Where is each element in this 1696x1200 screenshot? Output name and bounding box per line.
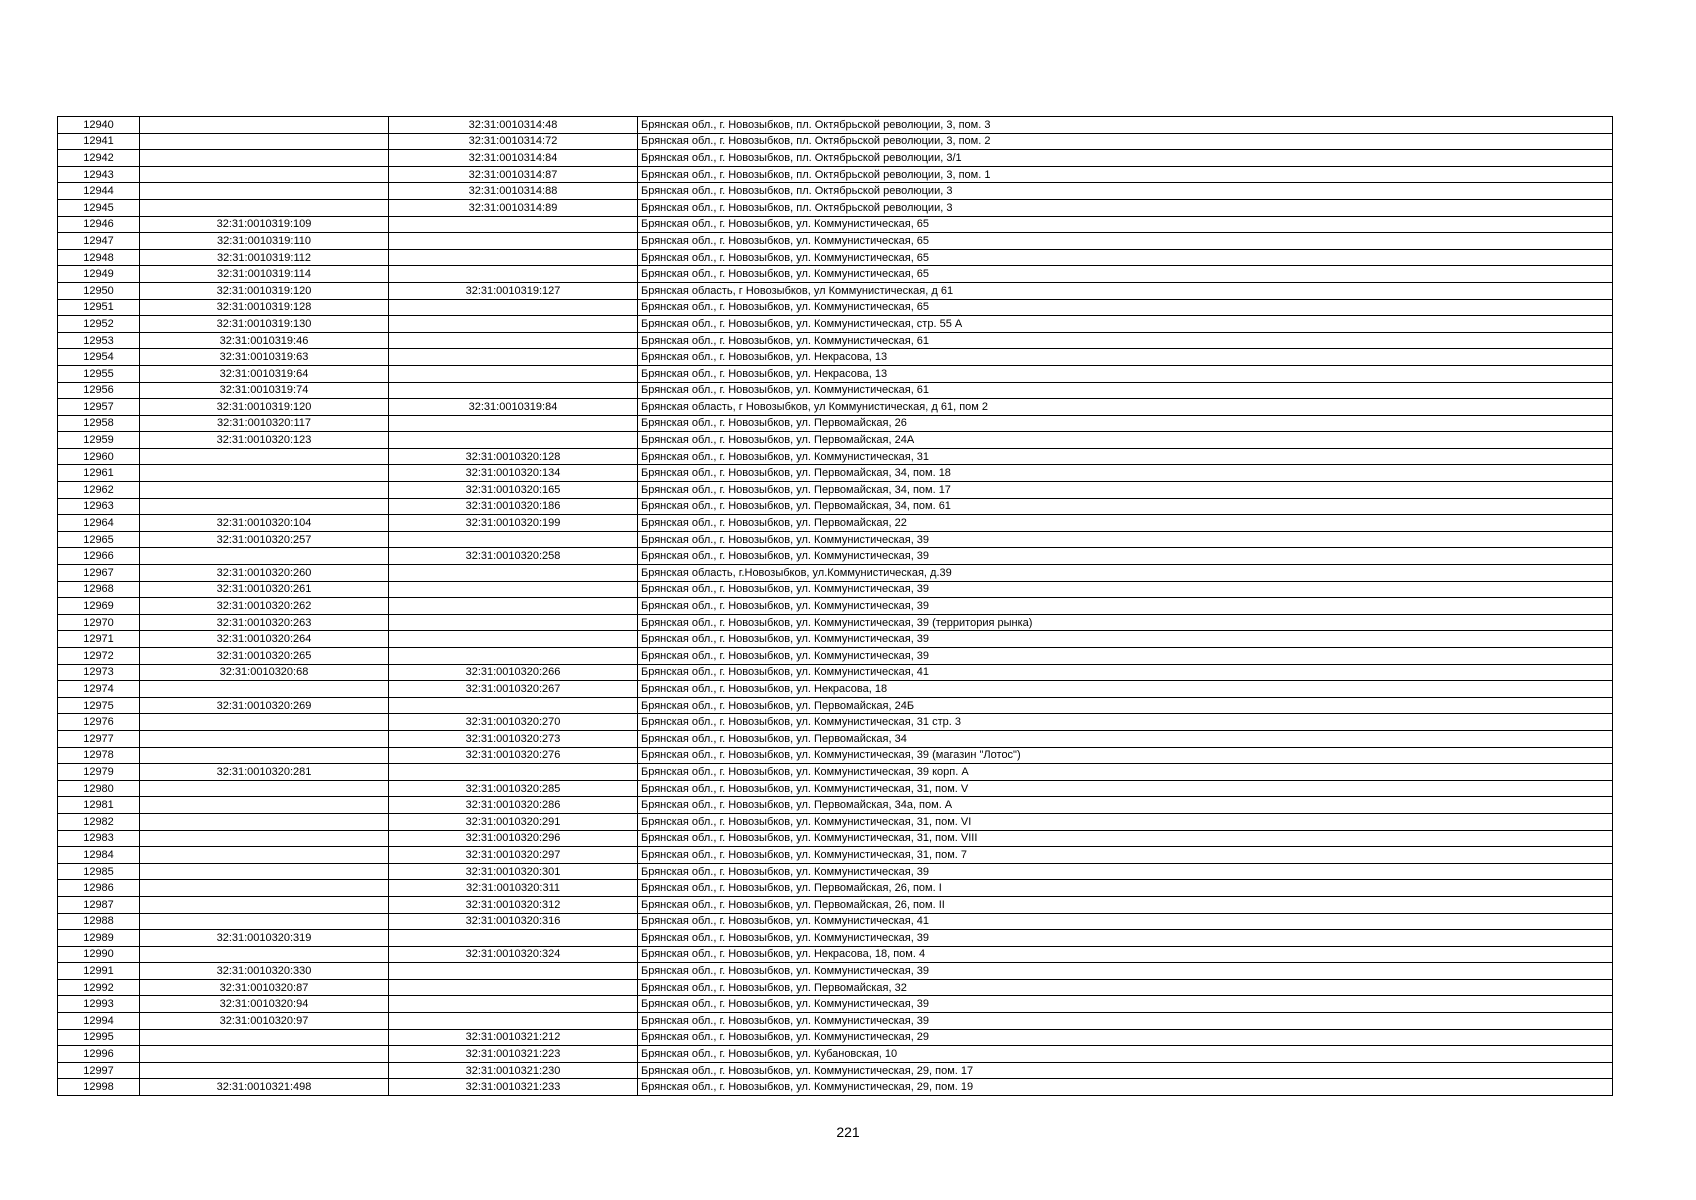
table-row <box>58 399 1613 416</box>
table-row <box>58 299 1613 316</box>
object-cadastral-number-cell: 32:31:0010314:87 <box>389 166 638 183</box>
address-cell: Брянская обл., г. Новозыбков, ул. Первомайская, 34 <box>638 730 1613 747</box>
table-row <box>58 664 1613 681</box>
object-cadastral-number-cell <box>389 432 638 449</box>
row-number-cell: 12950 <box>58 282 140 299</box>
table-row <box>58 598 1613 615</box>
table-row <box>58 747 1613 764</box>
object-cadastral-number-cell <box>389 332 638 349</box>
table-row <box>58 365 1613 382</box>
object-cadastral-number-cell <box>389 996 638 1013</box>
table-row <box>58 797 1613 814</box>
row-number-cell: 12959 <box>58 432 140 449</box>
cadastral-number-cell <box>140 780 389 797</box>
row-number-cell: 12941 <box>58 133 140 150</box>
cadastral-number-cell <box>140 913 389 930</box>
row-number-cell: 12991 <box>58 963 140 980</box>
cadastral-number-cell <box>140 946 389 963</box>
table-row <box>58 648 1613 665</box>
row-number-cell: 12981 <box>58 797 140 814</box>
address-cell: Брянская обл., г. Новозыбков, ул. Коммунистическая, 65 <box>638 233 1613 250</box>
object-cadastral-number-cell <box>389 631 638 648</box>
object-cadastral-number-cell: 32:31:0010320:128 <box>389 448 638 465</box>
cadastral-number-cell: 32:31:0010320:123 <box>140 432 389 449</box>
cadastral-number-cell: 32:31:0010320:281 <box>140 764 389 781</box>
row-number-cell: 12970 <box>58 614 140 631</box>
object-cadastral-number-cell: 32:31:0010320:134 <box>389 465 638 482</box>
address-cell: Брянская обл., г. Новозыбков, пл. Октябрьской революции, 3 <box>638 199 1613 216</box>
cadastral-number-cell: 32:31:0010320:319 <box>140 930 389 947</box>
table-row <box>58 282 1613 299</box>
address-cell: Брянская обл., г. Новозыбков, ул. Коммунистическая, стр. 55 А <box>638 316 1613 333</box>
table-row <box>58 498 1613 515</box>
object-cadastral-number-cell: 32:31:0010314:48 <box>389 117 638 134</box>
address-cell: Брянская обл., г. Новозыбков, ул. Коммунистическая, 65 <box>638 216 1613 233</box>
address-cell: Брянская обл., г. Новозыбков, ул. Коммунистическая, 39 <box>638 963 1613 980</box>
row-number-cell: 12968 <box>58 581 140 598</box>
row-number-cell: 12952 <box>58 316 140 333</box>
object-cadastral-number-cell <box>389 349 638 366</box>
row-number-cell: 12979 <box>58 764 140 781</box>
address-cell: Брянская обл., г. Новозыбков, ул. Первомайская, 34, пом. 17 <box>638 482 1613 499</box>
registry-table-body <box>58 117 1613 1096</box>
cadastral-number-cell <box>140 548 389 565</box>
table-row <box>58 382 1613 399</box>
object-cadastral-number-cell <box>389 249 638 266</box>
cadastral-number-cell: 32:31:0010320:269 <box>140 697 389 714</box>
row-number-cell: 12947 <box>58 233 140 250</box>
table-row <box>58 216 1613 233</box>
row-number-cell: 12948 <box>58 249 140 266</box>
address-cell: Брянская обл., г. Новозыбков, ул. Некрасова, 13 <box>638 365 1613 382</box>
row-number-cell: 12997 <box>58 1062 140 1079</box>
address-cell: Брянская обл., г. Новозыбков, ул. Коммунистическая, 39 <box>638 996 1613 1013</box>
object-cadastral-number-cell <box>389 216 638 233</box>
table-row <box>58 913 1613 930</box>
object-cadastral-number-cell: 32:31:0010320:270 <box>389 714 638 731</box>
row-number-cell: 12973 <box>58 664 140 681</box>
address-cell: Брянская область, г Новозыбков, ул Коммунистическая, д 61 <box>638 282 1613 299</box>
table-row <box>58 482 1613 499</box>
table-row <box>58 266 1613 283</box>
address-cell: Брянская обл., г. Новозыбков, ул. Первомайская, 26, пом. II <box>638 896 1613 913</box>
table-row <box>58 896 1613 913</box>
table-row <box>58 233 1613 250</box>
cadastral-number-cell <box>140 498 389 515</box>
table-row <box>58 979 1613 996</box>
address-cell: Брянская обл., г. Новозыбков, пл. Октябрьской революции, 3, пом. 3 <box>638 117 1613 134</box>
table-row <box>58 614 1613 631</box>
cadastral-number-cell: 32:31:0010320:87 <box>140 979 389 996</box>
cadastral-number-cell: 32:31:0010320:265 <box>140 648 389 665</box>
object-cadastral-number-cell: 32:31:0010320:286 <box>389 797 638 814</box>
object-cadastral-number-cell: 32:31:0010320:165 <box>389 482 638 499</box>
address-cell: Брянская обл., г. Новозыбков, ул. Коммунистическая, 65 <box>638 249 1613 266</box>
row-number-cell: 12986 <box>58 880 140 897</box>
object-cadastral-number-cell: 32:31:0010320:297 <box>389 847 638 864</box>
cadastral-number-cell <box>140 1046 389 1063</box>
address-cell: Брянская обл., г. Новозыбков, ул. Коммунистическая, 41 <box>638 913 1613 930</box>
row-number-cell: 12974 <box>58 681 140 698</box>
object-cadastral-number-cell <box>389 963 638 980</box>
cadastral-number-cell <box>140 813 389 830</box>
address-cell: Брянская обл., г. Новозыбков, ул. Некрасова, 13 <box>638 349 1613 366</box>
address-cell: Брянская обл., г. Новозыбков, ул. Коммунистическая, 39 (магазин "Лотос") <box>638 747 1613 764</box>
row-number-cell: 12978 <box>58 747 140 764</box>
row-number-cell: 12995 <box>58 1029 140 1046</box>
cadastral-number-cell <box>140 896 389 913</box>
object-cadastral-number-cell <box>389 382 638 399</box>
row-number-cell: 12954 <box>58 349 140 366</box>
address-cell: Брянская обл., г. Новозыбков, ул. Кубановская, 10 <box>638 1046 1613 1063</box>
row-number-cell: 12988 <box>58 913 140 930</box>
object-cadastral-number-cell <box>389 581 638 598</box>
object-cadastral-number-cell: 32:31:0010314:88 <box>389 183 638 200</box>
row-number-cell: 12989 <box>58 930 140 947</box>
address-cell: Брянская обл., г. Новозыбков, ул. Коммунистическая, 39 <box>638 548 1613 565</box>
object-cadastral-number-cell: 32:31:0010320:301 <box>389 863 638 880</box>
address-cell: Брянская обл., г. Новозыбков, ул. Коммунистическая, 31 стр. 3 <box>638 714 1613 731</box>
cadastral-number-cell: 32:31:0010320:257 <box>140 531 389 548</box>
table-row <box>58 548 1613 565</box>
table-row <box>58 930 1613 947</box>
table-row <box>58 448 1613 465</box>
object-cadastral-number-cell: 32:31:0010320:266 <box>389 664 638 681</box>
table-row <box>58 133 1613 150</box>
row-number-cell: 12957 <box>58 399 140 416</box>
row-number-cell: 12977 <box>58 730 140 747</box>
address-cell: Брянская обл., г. Новозыбков, ул. Коммунистическая, 65 <box>638 299 1613 316</box>
row-number-cell: 12967 <box>58 565 140 582</box>
table-row <box>58 415 1613 432</box>
table-row <box>58 813 1613 830</box>
cadastral-number-cell <box>140 797 389 814</box>
address-cell: Брянская обл., г. Новозыбков, ул. Первомайская, 26 <box>638 415 1613 432</box>
cadastral-number-cell: 32:31:0010319:130 <box>140 316 389 333</box>
address-cell: Брянская обл., г. Новозыбков, пл. Октябрьской революции, 3, пом. 2 <box>638 133 1613 150</box>
cadastral-number-cell <box>140 1029 389 1046</box>
address-cell: Брянская обл., г. Новозыбков, ул. Первомайская, 34, пом. 61 <box>638 498 1613 515</box>
object-cadastral-number-cell <box>389 764 638 781</box>
address-cell: Брянская обл., г. Новозыбков, ул. Коммунистическая, 39 корп. А <box>638 764 1613 781</box>
row-number-cell: 12992 <box>58 979 140 996</box>
row-number-cell: 12949 <box>58 266 140 283</box>
object-cadastral-number-cell: 32:31:0010319:84 <box>389 399 638 416</box>
table-row <box>58 681 1613 698</box>
row-number-cell: 12965 <box>58 531 140 548</box>
object-cadastral-number-cell: 32:31:0010320:186 <box>389 498 638 515</box>
table-row <box>58 1029 1613 1046</box>
cadastral-number-cell: 32:31:0010319:120 <box>140 399 389 416</box>
object-cadastral-number-cell: 32:31:0010320:267 <box>389 681 638 698</box>
address-cell: Брянская обл., г. Новозыбков, ул. Коммунистическая, 31, пом. 7 <box>638 847 1613 864</box>
row-number-cell: 12944 <box>58 183 140 200</box>
address-cell: Брянская обл., г. Новозыбков, ул. Коммунистическая, 39 <box>638 598 1613 615</box>
table-row <box>58 1079 1613 1096</box>
address-cell: Брянская область, г Новозыбков, ул Коммунистическая, д 61, пом 2 <box>638 399 1613 416</box>
row-number-cell: 12985 <box>58 863 140 880</box>
cadastral-number-cell: 32:31:0010320:263 <box>140 614 389 631</box>
cadastral-number-cell: 32:31:0010319:46 <box>140 332 389 349</box>
registry-table <box>57 116 1613 1096</box>
cadastral-number-cell <box>140 166 389 183</box>
cadastral-number-cell <box>140 747 389 764</box>
object-cadastral-number-cell: 32:31:0010320:258 <box>389 548 638 565</box>
address-cell: Брянская обл., г. Новозыбков, пл. Октябрьской революции, 3/1 <box>638 150 1613 167</box>
table-row <box>58 830 1613 847</box>
object-cadastral-number-cell: 32:31:0010320:296 <box>389 830 638 847</box>
object-cadastral-number-cell <box>389 697 638 714</box>
address-cell: Брянская обл., г. Новозыбков, ул. Первомайская, 34а, пом. А <box>638 797 1613 814</box>
cadastral-number-cell <box>140 714 389 731</box>
table-row <box>58 183 1613 200</box>
table-row <box>58 730 1613 747</box>
page-number: 221 <box>836 1124 860 1140</box>
table-row <box>58 249 1613 266</box>
cadastral-number-cell: 32:31:0010319:64 <box>140 365 389 382</box>
cadastral-number-cell: 32:31:0010320:262 <box>140 598 389 615</box>
address-cell: Брянская обл., г. Новозыбков, ул. Коммунистическая, 39 <box>638 531 1613 548</box>
row-number-cell: 12982 <box>58 813 140 830</box>
row-number-cell: 12964 <box>58 515 140 532</box>
address-cell: Брянская обл., г. Новозыбков, ул. Первомайская, 32 <box>638 979 1613 996</box>
row-number-cell: 12945 <box>58 199 140 216</box>
table-row <box>58 631 1613 648</box>
row-number-cell: 12962 <box>58 482 140 499</box>
address-cell: Брянская обл., г. Новозыбков, ул. Первомайская, 26, пом. I <box>638 880 1613 897</box>
object-cadastral-number-cell: 32:31:0010320:316 <box>389 913 638 930</box>
row-number-cell: 12998 <box>58 1079 140 1096</box>
row-number-cell: 12969 <box>58 598 140 615</box>
table-row <box>58 150 1613 167</box>
cadastral-number-cell: 32:31:0010319:63 <box>140 349 389 366</box>
address-cell: Брянская обл., г. Новозыбков, ул. Первомайская, 24Б <box>638 697 1613 714</box>
table-row <box>58 847 1613 864</box>
object-cadastral-number-cell <box>389 299 638 316</box>
address-cell: Брянская обл., г. Новозыбков, пл. Октябрьской революции, 3, пом. 1 <box>638 166 1613 183</box>
object-cadastral-number-cell: 32:31:0010320:311 <box>389 880 638 897</box>
row-number-cell: 12994 <box>58 1013 140 1030</box>
row-number-cell: 12946 <box>58 216 140 233</box>
address-cell: Брянская обл., г. Новозыбков, ул. Коммунистическая, 31, пом. VI <box>638 813 1613 830</box>
cadastral-number-cell: 32:31:0010319:112 <box>140 249 389 266</box>
address-cell: Брянская область, г.Новозыбков, ул.Коммунистическая, д.39 <box>638 565 1613 582</box>
object-cadastral-number-cell: 32:31:0010319:127 <box>389 282 638 299</box>
object-cadastral-number-cell: 32:31:0010314:89 <box>389 199 638 216</box>
address-cell: Брянская обл., г. Новозыбков, ул. Коммунистическая, 29, пом. 17 <box>638 1062 1613 1079</box>
cadastral-number-cell <box>140 183 389 200</box>
address-cell: Брянская обл., г. Новозыбков, ул. Коммунистическая, 39 <box>638 863 1613 880</box>
row-number-cell: 12951 <box>58 299 140 316</box>
object-cadastral-number-cell <box>389 316 638 333</box>
table-row <box>58 697 1613 714</box>
table-row <box>58 996 1613 1013</box>
address-cell: Брянская обл., г. Новозыбков, ул. Коммунистическая, 39 <box>638 930 1613 947</box>
row-number-cell: 12983 <box>58 830 140 847</box>
address-cell: Брянская обл., г. Новозыбков, ул. Коммунистическая, 31, пом. V <box>638 780 1613 797</box>
table-row <box>58 332 1613 349</box>
row-number-cell: 12955 <box>58 365 140 382</box>
address-cell: Брянская обл., г. Новозыбков, ул. Первомайская, 34, пом. 18 <box>638 465 1613 482</box>
object-cadastral-number-cell: 32:31:0010320:276 <box>389 747 638 764</box>
cadastral-number-cell <box>140 482 389 499</box>
row-number-cell: 12940 <box>58 117 140 134</box>
table-row <box>58 432 1613 449</box>
object-cadastral-number-cell: 32:31:0010320:324 <box>389 946 638 963</box>
table-row <box>58 880 1613 897</box>
table-row <box>58 349 1613 366</box>
row-number-cell: 12976 <box>58 714 140 731</box>
cadastral-number-cell <box>140 880 389 897</box>
address-cell: Брянская обл., г. Новозыбков, ул. Коммунистическая, 39 <box>638 1013 1613 1030</box>
cadastral-number-cell <box>140 150 389 167</box>
row-number-cell: 12975 <box>58 697 140 714</box>
object-cadastral-number-cell <box>389 614 638 631</box>
address-cell: Брянская обл., г. Новозыбков, ул. Некрасова, 18, пом. 4 <box>638 946 1613 963</box>
row-number-cell: 12956 <box>58 382 140 399</box>
table-row <box>58 1013 1613 1030</box>
cadastral-number-cell: 32:31:0010319:110 <box>140 233 389 250</box>
object-cadastral-number-cell <box>389 531 638 548</box>
cadastral-number-cell <box>140 830 389 847</box>
cadastral-number-cell: 32:31:0010319:114 <box>140 266 389 283</box>
object-cadastral-number-cell: 32:31:0010321:230 <box>389 1062 638 1079</box>
cadastral-number-cell: 32:31:0010320:264 <box>140 631 389 648</box>
cadastral-number-cell <box>140 465 389 482</box>
object-cadastral-number-cell <box>389 266 638 283</box>
table-row <box>58 166 1613 183</box>
cadastral-number-cell <box>140 117 389 134</box>
row-number-cell: 12984 <box>58 847 140 864</box>
cadastral-number-cell: 32:31:0010319:109 <box>140 216 389 233</box>
table-row <box>58 1046 1613 1063</box>
object-cadastral-number-cell: 32:31:0010320:291 <box>389 813 638 830</box>
row-number-cell: 12943 <box>58 166 140 183</box>
object-cadastral-number-cell: 32:31:0010321:233 <box>389 1079 638 1096</box>
address-cell: Брянская обл., г. Новозыбков, ул. Коммунистическая, 29 <box>638 1029 1613 1046</box>
cadastral-number-cell: 32:31:0010319:128 <box>140 299 389 316</box>
row-number-cell: 12972 <box>58 648 140 665</box>
object-cadastral-number-cell <box>389 415 638 432</box>
address-cell: Брянская обл., г. Новозыбков, ул. Коммунистическая, 39 <box>638 648 1613 665</box>
row-number-cell: 12942 <box>58 150 140 167</box>
object-cadastral-number-cell <box>389 930 638 947</box>
table-row <box>58 764 1613 781</box>
table-row <box>58 531 1613 548</box>
object-cadastral-number-cell <box>389 598 638 615</box>
object-cadastral-number-cell <box>389 365 638 382</box>
cadastral-number-cell <box>140 863 389 880</box>
object-cadastral-number-cell <box>389 565 638 582</box>
address-cell: Брянская обл., г. Новозыбков, ул. Коммунистическая, 39 (территория рынка) <box>638 614 1613 631</box>
cadastral-number-cell: 32:31:0010320:104 <box>140 515 389 532</box>
row-number-cell: 12990 <box>58 946 140 963</box>
row-number-cell: 12960 <box>58 448 140 465</box>
row-number-cell: 12961 <box>58 465 140 482</box>
object-cadastral-number-cell <box>389 648 638 665</box>
address-cell: Брянская обл., г. Новозыбков, ул. Коммунистическая, 61 <box>638 382 1613 399</box>
object-cadastral-number-cell: 32:31:0010320:199 <box>389 515 638 532</box>
cadastral-number-cell <box>140 847 389 864</box>
cadastral-number-cell <box>140 1062 389 1079</box>
address-cell: Брянская обл., г. Новозыбков, пл. Октябрьской революции, 3 <box>638 183 1613 200</box>
object-cadastral-number-cell: 32:31:0010320:273 <box>389 730 638 747</box>
row-number-cell: 12987 <box>58 896 140 913</box>
table-row <box>58 465 1613 482</box>
cadastral-number-cell: 32:31:0010320:94 <box>140 996 389 1013</box>
cadastral-number-cell <box>140 133 389 150</box>
object-cadastral-number-cell: 32:31:0010321:212 <box>389 1029 638 1046</box>
row-number-cell: 12966 <box>58 548 140 565</box>
cadastral-number-cell: 32:31:0010319:74 <box>140 382 389 399</box>
cadastral-number-cell: 32:31:0010320:261 <box>140 581 389 598</box>
row-number-cell: 12953 <box>58 332 140 349</box>
address-cell: Брянская обл., г. Новозыбков, ул. Коммунистическая, 61 <box>638 332 1613 349</box>
table-row <box>58 946 1613 963</box>
row-number-cell: 12980 <box>58 780 140 797</box>
object-cadastral-number-cell: 32:31:0010314:84 <box>389 150 638 167</box>
table-row <box>58 863 1613 880</box>
table-row <box>58 565 1613 582</box>
cadastral-number-cell <box>140 199 389 216</box>
address-cell: Брянская обл., г. Новозыбков, ул. Коммунистическая, 65 <box>638 266 1613 283</box>
address-cell: Брянская обл., г. Новозыбков, ул. Коммунистическая, 39 <box>638 581 1613 598</box>
cadastral-number-cell: 32:31:0010320:68 <box>140 664 389 681</box>
cadastral-number-cell: 32:31:0010320:260 <box>140 565 389 582</box>
address-cell: Брянская обл., г. Новозыбков, ул. Коммунистическая, 31 <box>638 448 1613 465</box>
table-row <box>58 117 1613 134</box>
cadastral-number-cell <box>140 681 389 698</box>
address-cell: Брянская обл., г. Новозыбков, ул. Коммунистическая, 29, пом. 19 <box>638 1079 1613 1096</box>
cadastral-number-cell: 32:31:0010319:120 <box>140 282 389 299</box>
table-row <box>58 714 1613 731</box>
address-cell: Брянская обл., г. Новозыбков, ул. Первомайская, 24А <box>638 432 1613 449</box>
address-cell: Брянская обл., г. Новозыбков, ул. Некрасова, 18 <box>638 681 1613 698</box>
row-number-cell: 12971 <box>58 631 140 648</box>
table-row <box>58 963 1613 980</box>
table-row <box>58 581 1613 598</box>
address-cell: Брянская обл., г. Новозыбков, ул. Коммунистическая, 31, пом. VIII <box>638 830 1613 847</box>
row-number-cell: 12996 <box>58 1046 140 1063</box>
table-row <box>58 515 1613 532</box>
row-number-cell: 12993 <box>58 996 140 1013</box>
object-cadastral-number-cell: 32:31:0010321:223 <box>389 1046 638 1063</box>
address-cell: Брянская обл., г. Новозыбков, ул. Коммунистическая, 39 <box>638 631 1613 648</box>
table-row <box>58 1062 1613 1079</box>
row-number-cell: 12963 <box>58 498 140 515</box>
table-row <box>58 316 1613 333</box>
cadastral-number-cell: 32:31:0010320:97 <box>140 1013 389 1030</box>
cadastral-number-cell: 32:31:0010321:498 <box>140 1079 389 1096</box>
row-number-cell: 12958 <box>58 415 140 432</box>
object-cadastral-number-cell: 32:31:0010314:72 <box>389 133 638 150</box>
cadastral-number-cell <box>140 730 389 747</box>
object-cadastral-number-cell: 32:31:0010320:285 <box>389 780 638 797</box>
object-cadastral-number-cell <box>389 233 638 250</box>
address-cell: Брянская обл., г. Новозыбков, ул. Коммунистическая, 41 <box>638 664 1613 681</box>
table-row <box>58 199 1613 216</box>
address-cell: Брянская обл., г. Новозыбков, ул. Первомайская, 22 <box>638 515 1613 532</box>
cadastral-number-cell: 32:31:0010320:117 <box>140 415 389 432</box>
cadastral-number-cell: 32:31:0010320:330 <box>140 963 389 980</box>
cadastral-number-cell <box>140 448 389 465</box>
table-row <box>58 780 1613 797</box>
object-cadastral-number-cell <box>389 979 638 996</box>
object-cadastral-number-cell <box>389 1013 638 1030</box>
object-cadastral-number-cell: 32:31:0010320:312 <box>389 896 638 913</box>
